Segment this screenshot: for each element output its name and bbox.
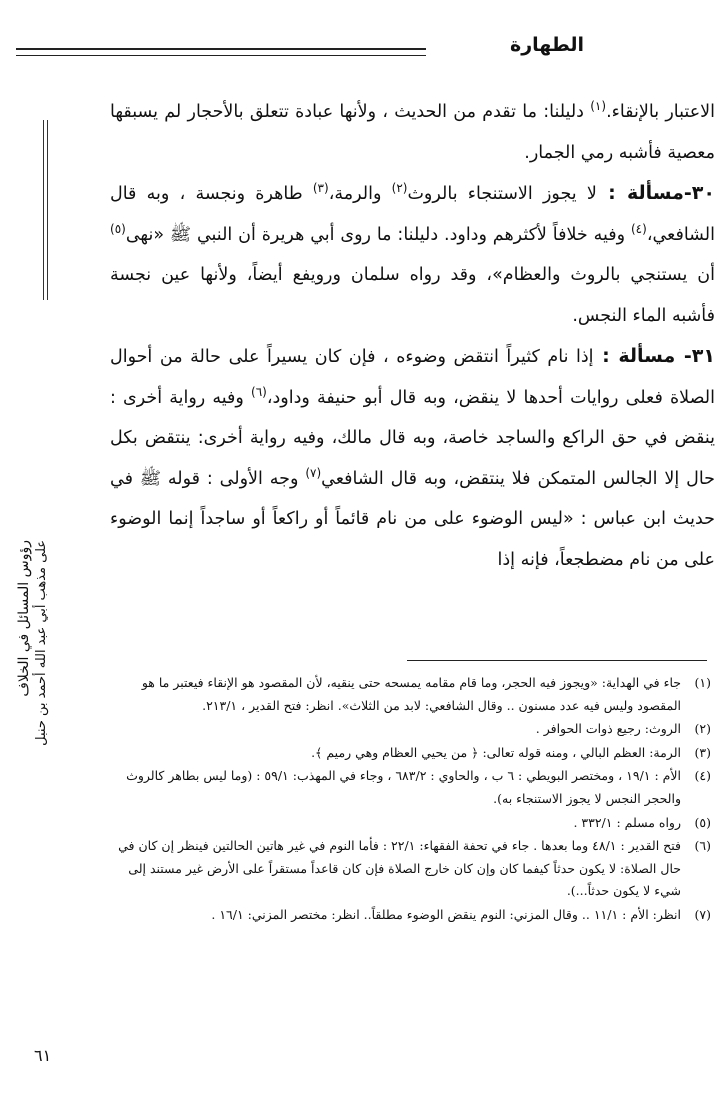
paragraph-text: طاهرة ونجسة ، وبه قال الشافعي،: [110, 184, 715, 245]
footnote: [99, 765, 711, 810]
issue-number: ٣١-: [675, 345, 715, 367]
chapter-title: الطهارة: [510, 34, 584, 56]
footnote: [99, 672, 711, 717]
footnote-ref: (٧): [305, 465, 322, 480]
footnote-text: الروث: رجيع ذوات الحوافر .: [535, 721, 681, 737]
footnote-ref: (٤): [630, 221, 647, 236]
footnote-number: (١): [694, 675, 711, 690]
paragraph-text: لا يجوز الاستنجاء بالروث: [407, 184, 597, 204]
page-number: ٦١: [34, 1046, 52, 1065]
footnote-ref: (٦): [251, 384, 267, 399]
running-header: [16, 28, 584, 72]
footnote-number: (٦): [694, 838, 711, 854]
footnote-ref: (٣): [312, 181, 329, 196]
paragraph-text: والرمة،: [328, 184, 392, 204]
footnote-number: (٧): [694, 906, 711, 922]
footnote-text: الرمة: العظم البالي ، ومنه قوله تعالى: ﴿ من يحيي العظام وهي رميم ﴾.: [311, 744, 681, 760]
paragraph-text: وفيه خلافاً لأكثرهم وداود. دليلنا: ما روى أبي هريرة أن النبي ﷺ «نهى: [125, 224, 631, 245]
footnote-rule: [407, 660, 707, 661]
paragraph: [110, 173, 715, 336]
footnote: [99, 718, 711, 741]
paragraph: [110, 336, 715, 580]
footnote-number: (٥): [694, 814, 711, 830]
paragraph-text: الاعتبار بالإنقاء.: [606, 102, 715, 122]
footnote-ref: (٢): [391, 181, 408, 196]
paragraph-text: وفيه رواية أخرى : ينقض في حق الراكع والساجد خاصة، وبه قال مالك، وفيه رواية أخرى: ينتقض بكل حال إلا الجالس المتمكن فلا ينتقض، وبه قال الشافعي: [110, 387, 715, 489]
main-text: [110, 92, 715, 580]
paragraph-text: دليلنا: ما تقدم من الحديث ، ولأنها عبادة تتعلق بالأحجار لم يسبقها معصية فأشبه رمي الجمار.: [110, 102, 715, 163]
footnote: [99, 742, 711, 765]
footnote-text: جاء في الهداية: «ويجوز فيه الحجر، وما قام مقامه يمسحه حتى ينقيه، لأن المقصود هو الإنقاء فيعتبر ما هو المقصود وليس فيه عدد مسنون .. وقال الشافعي: لابد من الثلاث». انظر: فتح القدير ، ٢١٣/١.: [141, 675, 681, 713]
side-running-title: [0, 120, 60, 746]
book-title-line: رؤوس المسائل في الخلاف: [16, 540, 32, 697]
footnote-text: فتح القدير : ٤٨/١ وما بعدها . جاء في تحفة الفقهاء: ٢٢/١ : فأما النوم في غير هاتين الحالتين فينظر إن كان في حال الصلاة: لا يكون حدثاً كيفما كان وإن كان خارج الصلاة فإن كان قاعداً مستقراً على الأرض غير مستند إلى شيء لا يكون حدثاً...).: [118, 838, 681, 899]
footnote-text: رواه مسلم : ٣٣٢/١ .: [573, 814, 681, 830]
footnote-number: (٣): [694, 744, 711, 760]
footnote-text: الأم : ١٩/١ ، ومختصر البويطي : ٦ ب ، والحاوي : ٦٨٣/٢ ، وجاء في المهذب: ٥٩/١ : (وما ليس بطاهر كالروث والحجر النجس لا يجوز الاستنجاء به).: [126, 768, 681, 806]
header-rule: [16, 48, 426, 56]
paragraph: [110, 92, 715, 173]
footnote: [99, 835, 711, 903]
footnote: [99, 812, 711, 835]
footnote-ref: (١): [590, 99, 607, 114]
footnote-text: انظر: الأم : ١١/١ .. وقال المزني: النوم ينقض الوضوء مطلقاً.. انظر: مختصر المزني: ١٦/١ .: [211, 906, 681, 922]
footnote-number: (٢): [694, 721, 711, 737]
side-rule: [43, 120, 48, 300]
issue-keyword: مسألة :: [593, 345, 676, 367]
issue-keyword: مسألة :: [596, 182, 684, 204]
footnote: [99, 904, 711, 927]
issue-number: ٣٠-: [683, 182, 715, 204]
paragraph-text: إذا نام كثيراً انتقض وضوءه ، فإن كان يسيراً على حالة من أحوال الصلاة فعلى روايات أحدها لا ينقض، وبه قال أبو حنيفة وداود،: [110, 347, 715, 408]
paragraph-text: وجه الأولى : قوله ﷺ في حديث ابن عباس : «ليس الوضوء على من نام قائماً أو راكعاً أو ساجداً إنما الوضوء على من نام مضطجعاً، فإنه إذا: [110, 468, 715, 570]
book-subtitle-line: على مذهب أبي عبد الله أحمد بن حنبل: [34, 540, 49, 746]
footnotes: [99, 672, 711, 928]
footnote-number: (٤): [694, 768, 711, 784]
footnote-ref: (٥): [110, 221, 126, 236]
paragraph-text: أن يستنجي بالروث والعظام»، وقد رواه سلمان ورويفع أيضاً، ولأنها عين نجسة فأشبه الماء النجس.: [110, 265, 715, 326]
